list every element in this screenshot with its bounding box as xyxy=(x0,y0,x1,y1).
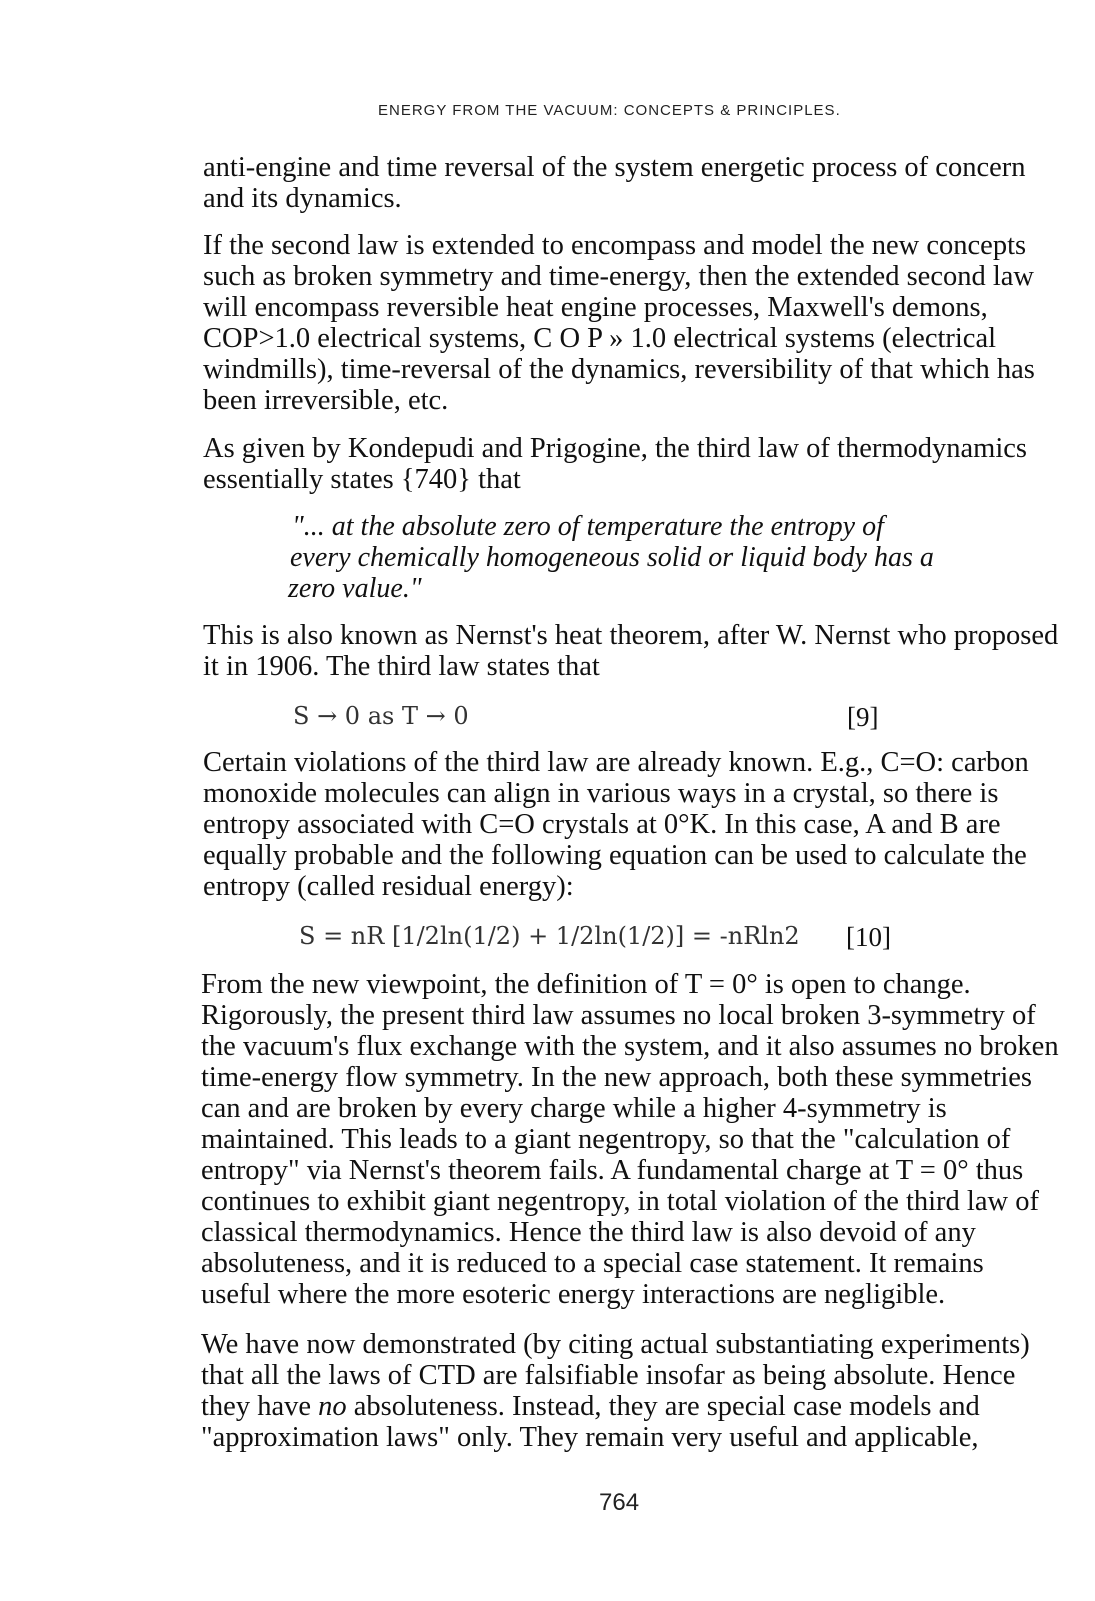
text-line: and its dynamics. xyxy=(203,183,402,214)
paragraph-second-law xyxy=(203,230,1053,416)
text-line: This is also known as Nernst's heat theorem, after W. Nernst who proposed xyxy=(203,620,1059,651)
quote-line: every chemically homogeneous solid or liquid body has a xyxy=(290,542,934,573)
paragraph-violations xyxy=(203,747,1053,902)
text-line: the vacuum's flux exchange with the system, and it also assumes no broken xyxy=(201,1031,1059,1062)
text-line: anti-engine and time reversal of the system energetic process of concern xyxy=(203,152,1026,183)
equation-number: [10] xyxy=(846,922,891,952)
paragraph-new-viewpoint xyxy=(201,969,1059,1310)
text-line: essentially states {740} that xyxy=(203,464,521,495)
page-number: 764 xyxy=(599,1489,640,1516)
text-line: will encompass reversible heat engine processes, Maxwell's demons, xyxy=(203,292,988,323)
equation-expression: S = nR [1/2ln(1/2) + 1/2ln(1/2)] = -nRln2 xyxy=(299,922,800,950)
text-line: been irreversible, etc. xyxy=(203,385,449,416)
text-line: If the second law is extended to encompass and model the new concepts xyxy=(203,230,1027,261)
text-line: As given by Kondepudi and Prigogine, the third law of thermodynamics xyxy=(203,433,1027,464)
text-line: time-energy flow symmetry. In the new approach, both these symmetries xyxy=(201,1062,1033,1093)
block-quote xyxy=(288,511,992,604)
text-line: continues to exhibit giant negentropy, in total violation of the third law of xyxy=(201,1186,1039,1217)
text-line: COP>1.0 electrical systems, C O P » 1.0 electrical systems (electrical xyxy=(203,323,997,354)
equation-number: [9] xyxy=(847,702,879,732)
text-line: monoxide molecules can align in various ways in a crystal, so there is xyxy=(203,778,999,809)
text-line: classical thermodynamics. Hence the third law is also devoid of any xyxy=(201,1217,976,1248)
paragraph-conclusion xyxy=(201,1329,1051,1453)
equation-9 xyxy=(293,702,893,736)
text-line: such as broken symmetry and time-energy, then the extended second law xyxy=(203,261,1034,292)
text-line: absoluteness, and it is reduced to a special case statement. It remains xyxy=(201,1248,984,1279)
paragraph-nernst xyxy=(203,620,1059,682)
equation-10 xyxy=(293,922,893,956)
text-line: it in 1906. The third law states that xyxy=(203,651,600,682)
text-line: equally probable and the following equation can be used to calculate the xyxy=(203,840,1027,871)
quote-line: "... at the absolute zero of temperature the entropy of xyxy=(292,511,884,542)
text-line: Certain violations of the third law are already known. E.g., C=O: carbon xyxy=(203,747,1029,778)
paragraph-third-law-intro xyxy=(203,433,1053,495)
text-line: can and are broken by every charge while a higher 4-symmetry is xyxy=(201,1093,947,1124)
emphasized-word: no xyxy=(318,1391,347,1422)
text-line: From the new viewpoint, the definition of T = 0° is open to change. xyxy=(201,969,971,1000)
quote-line: zero value." xyxy=(288,573,422,604)
text-line: We have now demonstrated (by citing actual substantiating experiments) xyxy=(201,1329,1030,1360)
text-line: entropy (called residual energy): xyxy=(203,871,574,902)
text-line: that all the laws of CTD are falsifiable insofar as being absolute. Hence xyxy=(201,1360,1016,1391)
paragraph-continuation xyxy=(203,152,1053,214)
text-line: maintained. This leads to a giant negentropy, so that the "calculation of xyxy=(201,1124,1011,1155)
running-header: ENERGY FROM THE VACUUM: CONCEPTS & PRINCIPLES. xyxy=(378,102,841,119)
text-line: windmills), time-reversal of the dynamics, reversibility of that which has xyxy=(203,354,1035,385)
equation-expression: S → 0 as T → 0 xyxy=(293,702,469,730)
text-line: Rigorously, the present third law assumes no local broken 3-symmetry of xyxy=(201,1000,1036,1031)
text-line: useful where the more esoteric energy interactions are negligible. xyxy=(201,1279,946,1310)
text-line: "approximation laws" only. They remain very useful and applicable, xyxy=(201,1422,979,1453)
text-segment: they have xyxy=(201,1391,319,1422)
text-line: entropy associated with C=O crystals at 0°K. In this case, A and B are xyxy=(203,809,1001,840)
text-segment: absoluteness. Instead, they are special case models and xyxy=(346,1391,980,1422)
text-line-with-emphasis xyxy=(201,1391,1051,1422)
text-line: entropy" via Nernst's theorem fails. A fundamental charge at T = 0° thus xyxy=(201,1155,1024,1186)
